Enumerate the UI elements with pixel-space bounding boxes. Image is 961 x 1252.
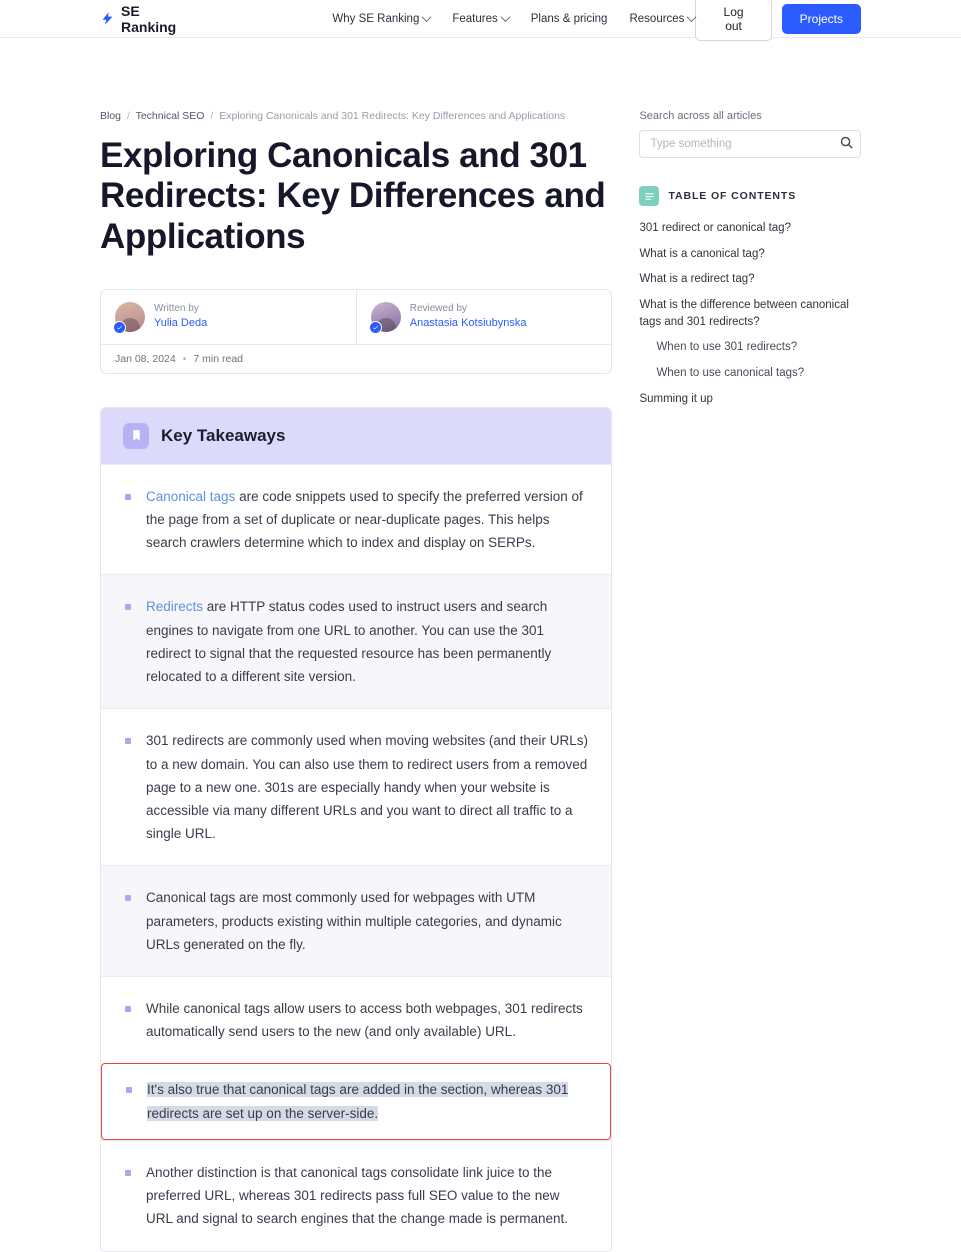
search-input[interactable]	[639, 130, 861, 158]
publish-date: Jan 08, 2024	[115, 352, 176, 365]
verified-badge-icon	[369, 321, 382, 334]
toc-item-5[interactable]: When to use canonical tags?	[656, 367, 805, 380]
chevron-down-icon	[422, 12, 432, 22]
bullet-icon	[125, 494, 131, 500]
meta-separator: •	[182, 352, 187, 365]
page-body	[0, 38, 961, 1252]
logout-button[interactable]: Log out	[695, 0, 771, 41]
bullet-icon	[125, 1006, 131, 1012]
reviewer-name-link[interactable]: Anastasia Kotsiubynska	[409, 317, 527, 330]
author-cell-reviewer	[356, 290, 612, 344]
key-takeaway-text-selected: It's also true that canonical tags are added in the section, whereas 301 redirects are set up on the server-side.	[147, 1082, 569, 1121]
toc-title: TABLE OF CONTENTS	[668, 190, 797, 202]
toc-header	[639, 186, 861, 206]
brand-logo[interactable]	[100, 3, 195, 35]
nav-item-features[interactable]	[452, 13, 508, 25]
avatar	[115, 302, 145, 332]
key-takeaway-item	[101, 464, 611, 575]
author-cell-writer	[101, 290, 356, 344]
toc-item-6[interactable]: Summing it up	[639, 392, 713, 405]
nav-item-why-se-ranking[interactable]	[332, 13, 430, 25]
search-icon[interactable]	[837, 135, 855, 153]
nav-item-resources[interactable]	[629, 13, 695, 25]
key-takeaway-item	[101, 1140, 611, 1251]
key-takeaway-item	[101, 708, 611, 865]
lightning-bolt-icon	[100, 11, 115, 26]
author-box	[100, 289, 612, 374]
nav-label: Resources	[629, 12, 685, 25]
key-takeaways-header	[101, 408, 611, 464]
reviewer-role-label: Reviewed by	[409, 303, 467, 315]
author-row	[101, 290, 611, 344]
verified-badge-icon	[113, 321, 126, 334]
author-name-link[interactable]: Yulia Deda	[154, 317, 208, 330]
key-takeaways-title: Key Takeaways	[161, 425, 286, 445]
main-nav	[332, 13, 695, 25]
avatar	[371, 302, 401, 332]
toc-item-2[interactable]: What is a redirect tag?	[639, 273, 755, 286]
toc-item-3[interactable]: What is the difference between canonical tags and 301 redirects?	[639, 299, 849, 328]
breadcrumb-item-technical-seo[interactable]: Technical SEO	[135, 110, 205, 122]
key-takeaway-text: While canonical tags allow users to access both webpages, 301 redirects automatically send users to the new (and only available) URL.	[146, 1001, 583, 1040]
key-takeaway-text: Canonical tags are most commonly used for webpages with UTM parameters, products existing within multiple categories, and dynamic URLs generated on the fly.	[146, 890, 562, 952]
toc-item-4[interactable]: When to use 301 redirects?	[656, 341, 798, 354]
toc-item-0[interactable]: 301 redirect or canonical tag?	[639, 222, 791, 234]
search-label: Search across all articles	[639, 110, 762, 122]
author-role-label: Written by	[154, 303, 199, 315]
article-column	[100, 38, 612, 1252]
breadcrumb-item-blog[interactable]: Blog	[100, 110, 122, 122]
breadcrumb-separator: /	[210, 110, 214, 122]
breadcrumb-current: Exploring Canonicals and 301 Redirects: Key Differences and Applications	[219, 110, 566, 122]
search-box	[639, 130, 861, 158]
header-actions	[695, 0, 861, 41]
key-takeaway-text: are HTTP status codes used to instruct users and search engines to navigate from one URL to another. You can use the 301 redirect to signal that the requested resource has been permanently relocated to a different site version.	[146, 599, 552, 685]
page-title: Exploring Canonicals and 301 Redirects: Key Differences and Applications	[100, 136, 606, 256]
bullet-icon	[125, 1170, 131, 1176]
projects-button[interactable]: Projects	[782, 4, 861, 34]
nav-item-plans-pricing[interactable]	[531, 13, 608, 25]
key-takeaway-text: Another distinction is that canonical tags consolidate link juice to the preferred URL, whereas 301 redirects pass full SEO value to the new URL and signal to search engines that the change made is permanent.	[146, 1164, 569, 1227]
read-time: 7 min read	[193, 352, 244, 365]
article-meta	[101, 344, 611, 373]
key-takeaway-text: are code snippets used to specify the preferred version of the page from a set of duplicate or near-duplicate pages. This helps search crawlers determine which to index and display on SERPs.	[146, 488, 583, 551]
nav-label: Plans & pricing	[530, 12, 608, 25]
chevron-down-icon	[500, 12, 510, 22]
bookmark-icon	[123, 423, 149, 449]
sidebar	[639, 38, 861, 1252]
redirects-link[interactable]: Redirects	[146, 599, 204, 615]
key-takeaway-item	[101, 976, 611, 1063]
toc-list	[639, 220, 861, 407]
key-takeaway-item	[101, 865, 611, 976]
nav-label: Features	[452, 12, 498, 25]
canonical-tags-link[interactable]: Canonical tags	[146, 488, 236, 504]
key-takeaways-panel	[100, 407, 612, 1252]
breadcrumb	[100, 110, 612, 122]
key-takeaway-item	[101, 574, 611, 708]
breadcrumb-separator: /	[126, 110, 130, 122]
bullet-icon	[125, 738, 131, 744]
bullet-icon	[126, 1087, 132, 1093]
nav-label: Why SE Ranking	[332, 12, 420, 25]
key-takeaway-text: 301 redirects are commonly used when moving websites (and their URLs) to a new domain. You can also use them to redirect users from a removed page to a new one. 301s are especially handy when your website is accessible via many different URLs and you want to direct all traffic to a single URL.	[146, 733, 588, 842]
key-takeaway-item-highlighted	[101, 1063, 611, 1139]
toc-item-1[interactable]: What is a canonical tag?	[639, 247, 765, 260]
bullet-icon	[125, 895, 131, 901]
bullet-icon	[125, 604, 131, 610]
list-icon	[639, 186, 659, 206]
site-header	[0, 0, 961, 38]
brand-name: SE Ranking	[121, 2, 177, 35]
